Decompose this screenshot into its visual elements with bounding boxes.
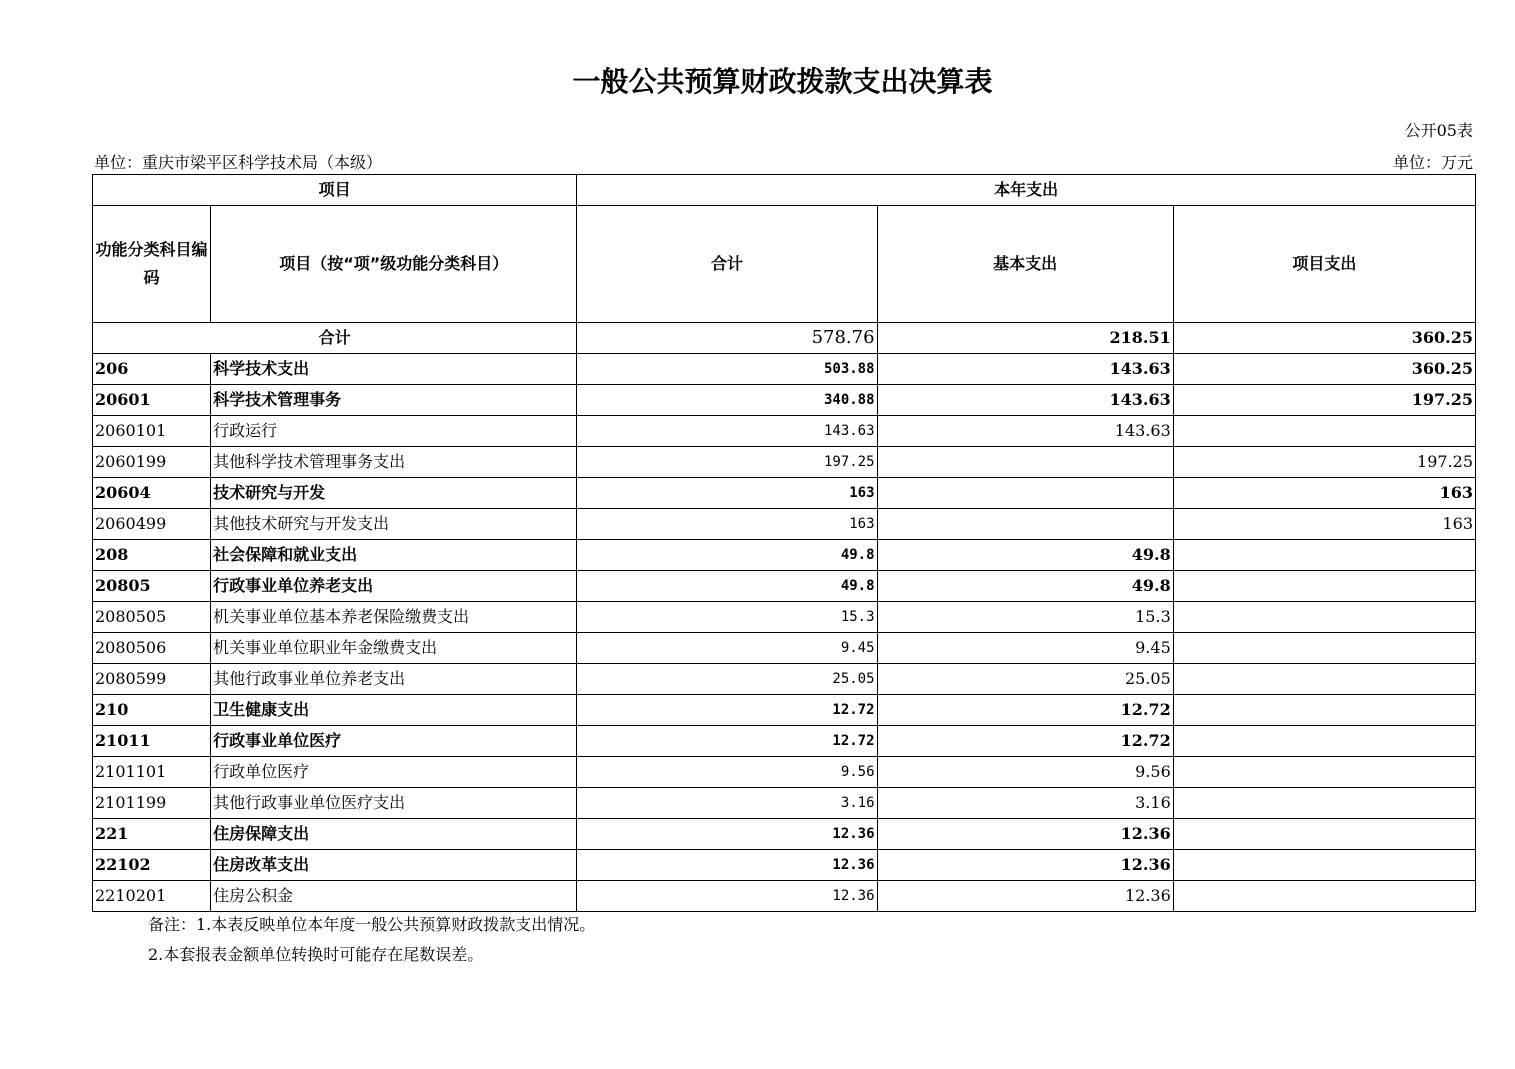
total-cell: 9.56 xyxy=(577,757,877,788)
name-cell: 科学技术支出 xyxy=(211,354,577,385)
currency-unit: 单位：万元 xyxy=(1392,153,1473,172)
total-cell: 143.63 xyxy=(577,416,877,447)
project-cell xyxy=(1173,633,1475,664)
project-cell xyxy=(1173,695,1475,726)
name-cell: 其他行政事业单位养老支出 xyxy=(211,664,577,695)
name-cell: 机关事业单位职业年金缴费支出 xyxy=(211,633,577,664)
total-row xyxy=(93,323,1476,354)
basic-cell: 12.36 xyxy=(877,850,1173,881)
table-row xyxy=(93,850,1476,881)
project-cell xyxy=(1173,850,1475,881)
name-cell: 行政事业单位医疗 xyxy=(211,726,577,757)
header-current-year: 本年支出 xyxy=(577,175,1476,206)
code-cell: 20805 xyxy=(93,571,211,602)
total-cell: 12.72 xyxy=(577,695,877,726)
form-number: 公开05表 xyxy=(1404,121,1473,140)
project-cell xyxy=(1173,819,1475,850)
basic-cell: 12.36 xyxy=(877,881,1173,912)
code-cell: 2060199 xyxy=(93,447,211,478)
total-cell: 49.8 xyxy=(577,540,877,571)
project-cell xyxy=(1173,757,1475,788)
total-cell: 503.88 xyxy=(577,354,877,385)
code-cell: 221 xyxy=(93,819,211,850)
total-cell: 49.8 xyxy=(577,571,877,602)
table-row xyxy=(93,726,1476,757)
total-cell: 197.25 xyxy=(577,447,877,478)
table-row xyxy=(93,695,1476,726)
code-cell: 2060101 xyxy=(93,416,211,447)
project-cell: 197.25 xyxy=(1173,447,1475,478)
basic-cell: 9.56 xyxy=(877,757,1173,788)
code-cell: 21011 xyxy=(93,726,211,757)
table-row xyxy=(93,447,1476,478)
project-cell xyxy=(1173,664,1475,695)
name-cell: 科学技术管理事务 xyxy=(211,385,577,416)
table-row xyxy=(93,788,1476,819)
header-project-exp: 项目支出 xyxy=(1173,206,1475,323)
table-row xyxy=(93,633,1476,664)
basic-cell: 143.63 xyxy=(877,354,1173,385)
total-cell: 12.36 xyxy=(577,850,877,881)
total-sum: 578.76 xyxy=(577,323,877,354)
code-cell: 20601 xyxy=(93,385,211,416)
table-row xyxy=(93,757,1476,788)
basic-cell: 143.63 xyxy=(877,416,1173,447)
header-code: 功能分类科目编码 xyxy=(93,206,211,323)
table-row xyxy=(93,354,1476,385)
header-total: 合计 xyxy=(577,206,877,323)
code-cell: 2080599 xyxy=(93,664,211,695)
name-cell: 其他科学技术管理事务支出 xyxy=(211,447,577,478)
code-cell: 208 xyxy=(93,540,211,571)
table-row xyxy=(93,385,1476,416)
table-row xyxy=(93,602,1476,633)
basic-cell: 3.16 xyxy=(877,788,1173,819)
code-cell: 2210201 xyxy=(93,881,211,912)
code-cell: 2101101 xyxy=(93,757,211,788)
total-cell: 25.05 xyxy=(577,664,877,695)
basic-cell: 12.72 xyxy=(877,695,1173,726)
project-cell xyxy=(1173,540,1475,571)
code-cell: 210 xyxy=(93,695,211,726)
header-name: 项目（按“项”级功能分类科目） xyxy=(211,206,577,323)
basic-cell xyxy=(877,447,1173,478)
name-cell: 行政单位医疗 xyxy=(211,757,577,788)
header-project: 项目 xyxy=(93,175,577,206)
name-cell: 住房公积金 xyxy=(211,881,577,912)
code-cell: 20604 xyxy=(93,478,211,509)
project-cell xyxy=(1173,571,1475,602)
total-project: 360.25 xyxy=(1173,323,1475,354)
project-cell xyxy=(1173,726,1475,757)
code-cell: 2060499 xyxy=(93,509,211,540)
note-2: 2.本套报表金额单位转换时可能存在尾数误差。 xyxy=(148,945,484,964)
basic-cell xyxy=(877,509,1173,540)
table-row xyxy=(93,571,1476,602)
total-cell: 12.72 xyxy=(577,726,877,757)
total-cell: 340.88 xyxy=(577,385,877,416)
reporting-unit: 单位：重庆市梁平区科学技术局（本级） xyxy=(94,153,383,172)
project-cell: 163 xyxy=(1173,509,1475,540)
table-row xyxy=(93,881,1476,912)
project-cell: 360.25 xyxy=(1173,354,1475,385)
table-row xyxy=(93,540,1476,571)
code-cell: 2101199 xyxy=(93,788,211,819)
name-cell: 行政运行 xyxy=(211,416,577,447)
name-cell: 卫生健康支出 xyxy=(211,695,577,726)
total-cell: 163 xyxy=(577,478,877,509)
project-cell: 197.25 xyxy=(1173,385,1475,416)
name-cell: 技术研究与开发 xyxy=(211,478,577,509)
code-cell: 206 xyxy=(93,354,211,385)
name-cell: 住房改革支出 xyxy=(211,850,577,881)
table-row xyxy=(93,664,1476,695)
name-cell: 行政事业单位养老支出 xyxy=(211,571,577,602)
total-cell: 9.45 xyxy=(577,633,877,664)
table-row xyxy=(93,819,1476,850)
basic-cell: 49.8 xyxy=(877,540,1173,571)
name-cell: 社会保障和就业支出 xyxy=(211,540,577,571)
table-row xyxy=(93,509,1476,540)
total-cell: 12.36 xyxy=(577,881,877,912)
basic-cell: 15.3 xyxy=(877,602,1173,633)
basic-cell: 49.8 xyxy=(877,571,1173,602)
expenditure-table xyxy=(92,174,1476,912)
page-title: 一般公共预算财政拨款支出决算表 xyxy=(572,65,993,98)
project-cell xyxy=(1173,881,1475,912)
code-cell: 2080505 xyxy=(93,602,211,633)
table-row xyxy=(93,416,1476,447)
code-cell: 22102 xyxy=(93,850,211,881)
project-cell: 163 xyxy=(1173,478,1475,509)
note-1: 备注：1.本表反映单位本年度一般公共预算财政拨款支出情况。 xyxy=(148,915,596,934)
basic-cell xyxy=(877,478,1173,509)
project-cell xyxy=(1173,602,1475,633)
basic-cell: 12.72 xyxy=(877,726,1173,757)
name-cell: 机关事业单位基本养老保险缴费支出 xyxy=(211,602,577,633)
total-cell: 12.36 xyxy=(577,819,877,850)
project-cell xyxy=(1173,416,1475,447)
total-label: 合计 xyxy=(93,323,577,354)
total-cell: 163 xyxy=(577,509,877,540)
total-cell: 3.16 xyxy=(577,788,877,819)
total-cell: 15.3 xyxy=(577,602,877,633)
total-basic: 218.51 xyxy=(877,323,1173,354)
basic-cell: 9.45 xyxy=(877,633,1173,664)
basic-cell: 25.05 xyxy=(877,664,1173,695)
project-cell xyxy=(1173,788,1475,819)
header-basic: 基本支出 xyxy=(877,206,1173,323)
code-cell: 2080506 xyxy=(93,633,211,664)
name-cell: 住房保障支出 xyxy=(211,819,577,850)
basic-cell: 12.36 xyxy=(877,819,1173,850)
name-cell: 其他技术研究与开发支出 xyxy=(211,509,577,540)
basic-cell: 143.63 xyxy=(877,385,1173,416)
table-row xyxy=(93,478,1476,509)
name-cell: 其他行政事业单位医疗支出 xyxy=(211,788,577,819)
